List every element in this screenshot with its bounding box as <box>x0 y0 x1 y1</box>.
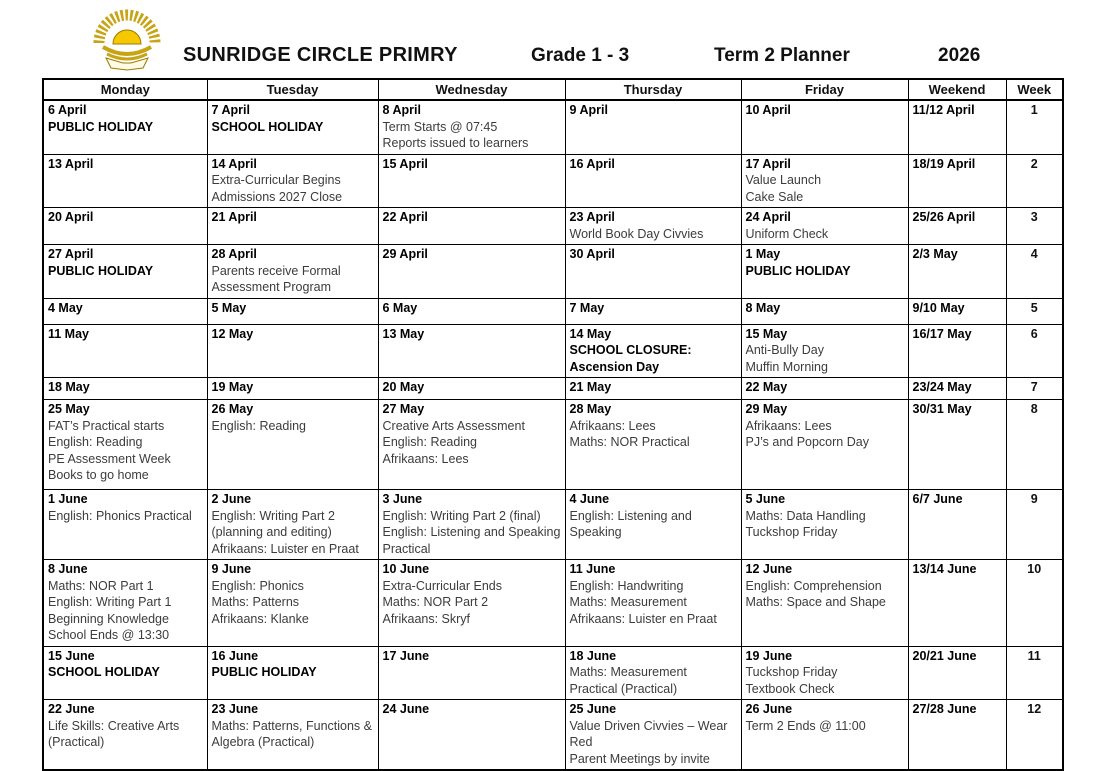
week-row <box>43 298 1063 324</box>
event-line: Textbook Check <box>745 681 835 696</box>
school-crest-logo <box>90 3 164 73</box>
weekend-cell <box>908 700 1006 771</box>
week-number-cell: 6 <box>1006 324 1063 378</box>
week-number-cell: 1 <box>1006 100 1063 154</box>
event-line: English: Writing Part 1 <box>48 595 172 609</box>
date-label: 22 June <box>48 702 95 716</box>
weekend-date-label: 9/10 May <box>912 300 965 315</box>
column-header-tuesday: Tuesday <box>207 79 378 100</box>
event-line: Tuckshop Friday <box>745 525 838 539</box>
event-line: PUBLIC HOLIDAY <box>48 263 154 278</box>
weekend-date-label: 20/21 June <box>912 648 977 663</box>
date-label: 12 May <box>211 326 254 341</box>
day-cell <box>741 646 908 700</box>
event-line: English: Handwriting <box>569 578 684 593</box>
column-header-thursday: Thursday <box>565 79 741 100</box>
event-line: English: Writing Part 2 (final) <box>382 508 541 523</box>
event-line: Maths: NOR Part 1 <box>48 578 154 593</box>
event-line: Reports issued to learners <box>382 136 529 150</box>
date-label: 5 June <box>745 492 786 506</box>
week-row <box>43 560 1063 647</box>
event-line: Maths: Data Handling <box>745 508 866 523</box>
week-row <box>43 646 1063 700</box>
day-cell <box>741 154 908 208</box>
day-cell <box>741 378 908 400</box>
weekend-cell <box>908 154 1006 208</box>
event-line: PJ’s and Popcorn Day <box>745 435 869 449</box>
day-cell <box>378 700 565 771</box>
event-line: Books to go home <box>48 468 149 482</box>
date-label: 25 June <box>569 702 617 716</box>
week-number-cell: 5 <box>1006 298 1063 324</box>
event-line: PE Assessment Week <box>48 451 171 466</box>
week-number-cell: 11 <box>1006 646 1063 700</box>
day-cell <box>43 646 207 700</box>
day-cell <box>565 324 741 378</box>
event-line: Ascension Day <box>569 359 660 374</box>
day-cell <box>565 646 741 700</box>
week-number-cell: 7 <box>1006 378 1063 400</box>
column-header-wednesday: Wednesday <box>378 79 565 100</box>
column-header-weekend: Weekend <box>908 79 1006 100</box>
event-line: Maths: Measurement Practical (Practical) <box>569 665 687 696</box>
date-label: 17 April <box>745 156 791 171</box>
date-label: 18 June <box>569 648 617 663</box>
weekend-cell <box>908 100 1006 154</box>
date-label: 12 June <box>745 562 793 576</box>
day-cell <box>565 400 741 490</box>
weekend-date-label: 30/31 May <box>912 402 972 416</box>
day-cell <box>43 245 207 299</box>
day-cell <box>207 700 378 771</box>
crest-wing-upper <box>103 47 151 54</box>
day-cell <box>378 298 565 324</box>
event-line: English: Phonics Practical <box>48 508 192 523</box>
week-number-cell: 9 <box>1006 490 1063 560</box>
date-label: 9 April <box>569 103 608 117</box>
day-cell <box>741 245 908 299</box>
event-line: Anti-Bully Day <box>745 343 824 357</box>
event-line: Uniform Check <box>745 226 829 241</box>
event-line: World Book Day Civvies <box>569 226 704 241</box>
date-label: 22 May <box>745 380 788 394</box>
date-label: 7 April <box>211 103 250 117</box>
school-name: SUNRIDGE CIRCLE PRIMRY <box>183 44 458 66</box>
day-cell <box>565 208 741 245</box>
date-label: 25 May <box>48 402 90 416</box>
event-line: FAT’s Practical starts <box>48 418 165 433</box>
week-row <box>43 154 1063 208</box>
event-line: English: Listening and Speaking Practical <box>382 525 561 556</box>
day-cell <box>741 700 908 771</box>
event-line: Value Launch <box>745 173 822 187</box>
event-line: Afrikaans: Klanke <box>211 611 309 626</box>
day-cell <box>378 245 565 299</box>
date-label: 6 April <box>48 103 87 117</box>
weekend-cell <box>908 646 1006 700</box>
date-label: 4 June <box>569 492 610 506</box>
event-line: SCHOOL HOLIDAY <box>211 119 324 134</box>
term-planner-table <box>42 78 1064 771</box>
event-line: Afrikaans: Luister en Praat <box>569 611 717 626</box>
event-line: Maths: Measurement <box>569 595 687 609</box>
day-cell <box>207 208 378 245</box>
day-cell <box>207 154 378 208</box>
day-cell <box>43 378 207 400</box>
date-label: 21 May <box>569 380 612 394</box>
day-cell <box>207 400 378 490</box>
crest-sun-icon <box>113 30 141 44</box>
day-cell <box>207 324 378 378</box>
date-label: 10 June <box>382 562 430 576</box>
date-label: 1 June <box>48 492 88 506</box>
event-line: Creative Arts Assessment <box>382 418 525 433</box>
day-cell <box>43 298 207 324</box>
event-line: Afrikaans: Lees <box>569 418 656 433</box>
weekend-cell <box>908 400 1006 490</box>
date-label: 14 May <box>569 326 612 341</box>
event-line: Maths: Patterns <box>211 595 300 609</box>
day-cell <box>565 100 741 154</box>
event-line: PUBLIC HOLIDAY <box>211 665 317 679</box>
date-label: 28 May <box>569 402 612 416</box>
event-line: Maths: NOR Practical <box>569 435 690 449</box>
planner-year: 2026 <box>938 45 981 66</box>
event-line: Term 2 Ends @ 11:00 <box>745 718 866 733</box>
day-cell <box>378 208 565 245</box>
date-label: 3 June <box>382 492 423 506</box>
event-line: SCHOOL HOLIDAY <box>48 665 160 679</box>
event-line: English: Reading <box>48 435 143 449</box>
weekend-cell <box>908 560 1006 647</box>
week-row <box>43 324 1063 378</box>
event-line: Afrikaans: Lees <box>745 418 832 433</box>
date-label: 24 June <box>382 702 430 716</box>
day-cell <box>741 100 908 154</box>
day-cell <box>565 700 741 771</box>
event-line: Extra-Curricular Ends <box>382 578 502 593</box>
week-row <box>43 400 1063 490</box>
date-label: 11 June <box>569 562 616 576</box>
weekend-date-label: 2/3 May <box>912 247 958 261</box>
weekend-cell <box>908 298 1006 324</box>
date-label: 26 May <box>211 402 254 416</box>
event-line: English: Writing Part 2 (planning and editing) <box>211 508 335 539</box>
week-row <box>43 245 1063 299</box>
event-line: Afrikaans: Lees <box>382 451 469 466</box>
event-line: School Ends @ 13:30 <box>48 628 170 642</box>
date-label: 17 June <box>382 648 430 663</box>
date-label: 7 May <box>569 300 605 315</box>
event-line: Parent Meetings by invite <box>569 751 710 766</box>
date-label: 15 June <box>48 648 95 663</box>
day-cell <box>378 646 565 700</box>
event-line: Muffin Morning <box>745 359 828 374</box>
event-line: SCHOOL CLOSURE: <box>569 343 692 357</box>
weekend-cell <box>908 378 1006 400</box>
column-header-week: Week <box>1006 79 1063 100</box>
day-cell <box>741 560 908 647</box>
date-label: 23 June <box>211 702 259 716</box>
day-cell <box>378 154 565 208</box>
weekend-date-label: 23/24 May <box>912 380 972 394</box>
event-line: Parents receive Formal Assessment Program <box>211 263 341 294</box>
day-cell <box>565 245 741 299</box>
day-cell <box>378 378 565 400</box>
day-cell <box>378 560 565 647</box>
day-cell <box>43 324 207 378</box>
day-cell <box>378 490 565 560</box>
weekend-date-label: 16/17 May <box>912 326 972 341</box>
day-cell <box>207 490 378 560</box>
date-label: 13 May <box>382 326 425 341</box>
date-label: 27 May <box>382 402 425 416</box>
date-label: 22 April <box>382 210 428 224</box>
planner-title: Term 2 Planner <box>714 45 850 66</box>
event-line: English: Listening and Speaking <box>569 508 692 539</box>
date-label: 8 May <box>745 300 781 315</box>
date-label: 15 April <box>382 156 428 171</box>
day-cell <box>43 560 207 647</box>
date-label: 27 April <box>48 247 94 261</box>
date-label: 28 April <box>211 247 257 261</box>
week-row <box>43 490 1063 560</box>
date-label: 8 April <box>382 103 421 117</box>
event-line: Afrikaans: Luister en Praat <box>211 541 359 556</box>
weekend-cell <box>908 208 1006 245</box>
date-label: 21 April <box>211 210 257 224</box>
week-number-cell: 3 <box>1006 208 1063 245</box>
date-label: 10 April <box>745 103 791 117</box>
event-line: English: Phonics <box>211 578 304 593</box>
day-cell <box>565 378 741 400</box>
event-line: Maths: Space and Shape <box>745 595 886 609</box>
day-cell <box>43 490 207 560</box>
day-cell <box>207 378 378 400</box>
date-label: 11 May <box>48 326 90 341</box>
date-label: 8 June <box>48 562 88 576</box>
week-row <box>43 700 1063 771</box>
day-cell <box>43 700 207 771</box>
day-cell <box>565 490 741 560</box>
header-row <box>43 79 1063 100</box>
weekend-date-label: 6/7 June <box>912 492 963 506</box>
event-line: Maths: Patterns, Functions & Algebra (Practical) <box>211 718 372 749</box>
event-line: Beginning Knowledge <box>48 611 169 626</box>
day-cell <box>207 646 378 700</box>
date-label: 30 April <box>569 247 615 261</box>
day-cell <box>741 298 908 324</box>
day-cell <box>207 245 378 299</box>
weekend-cell <box>908 245 1006 299</box>
day-cell <box>43 154 207 208</box>
planner-body <box>43 100 1063 770</box>
event-line: Life Skills: Creative Arts (Practical) <box>48 718 180 749</box>
date-label: 14 April <box>211 156 257 171</box>
date-label: 15 May <box>745 326 788 341</box>
date-label: 19 June <box>745 648 793 663</box>
date-label: 6 May <box>382 300 418 315</box>
date-label: 5 May <box>211 300 247 315</box>
column-header-friday: Friday <box>741 79 908 100</box>
date-label: 18 May <box>48 380 90 394</box>
event-line: Maths: NOR Part 2 <box>382 595 489 609</box>
date-label: 20 May <box>382 380 425 394</box>
event-line: Tuckshop Friday <box>745 665 838 679</box>
day-cell <box>565 560 741 647</box>
day-cell <box>378 324 565 378</box>
event-line: PUBLIC HOLIDAY <box>745 263 851 278</box>
date-label: 4 May <box>48 300 83 315</box>
week-number-cell: 4 <box>1006 245 1063 299</box>
week-number-cell: 10 <box>1006 560 1063 647</box>
week-row <box>43 100 1063 154</box>
day-cell <box>565 154 741 208</box>
day-cell <box>565 298 741 324</box>
column-header-monday: Monday <box>43 79 207 100</box>
date-label: 13 April <box>48 156 94 171</box>
weekend-date-label: 25/26 April <box>912 210 976 224</box>
date-label: 23 April <box>569 210 615 224</box>
event-line: Admissions 2027 Close <box>211 189 343 204</box>
date-label: 16 April <box>569 156 615 171</box>
date-label: 19 May <box>211 380 254 394</box>
date-label: 24 April <box>745 210 791 224</box>
date-label: 9 June <box>211 562 252 576</box>
date-label: 2 June <box>211 492 252 506</box>
event-line: Cake Sale <box>745 189 804 204</box>
event-line: Extra-Curricular Begins <box>211 173 341 187</box>
grade-range: Grade 1 - 3 <box>531 45 630 66</box>
weekend-cell <box>908 324 1006 378</box>
day-cell <box>378 400 565 490</box>
event-line: PUBLIC HOLIDAY <box>48 119 154 134</box>
weekend-date-label: 11/12 April <box>912 103 975 117</box>
day-cell <box>207 298 378 324</box>
date-label: 20 April <box>48 210 94 224</box>
week-row <box>43 208 1063 245</box>
weekend-date-label: 27/28 June <box>912 702 977 716</box>
day-cell <box>43 100 207 154</box>
day-cell <box>43 208 207 245</box>
date-label: 29 April <box>382 247 428 261</box>
event-line: English: Reading <box>382 435 478 449</box>
day-cell <box>207 560 378 647</box>
date-label: 16 June <box>211 648 259 663</box>
event-line: Value Driven Civvies – Wear Red <box>569 718 728 749</box>
date-label: 1 May <box>745 247 781 261</box>
week-number-cell: 2 <box>1006 154 1063 208</box>
week-number-cell: 8 <box>1006 400 1063 490</box>
weekend-date-label: 18/19 April <box>912 156 976 171</box>
weekend-cell <box>908 490 1006 560</box>
day-cell <box>741 324 908 378</box>
event-line: Afrikaans: Skryf <box>382 611 471 626</box>
day-cell <box>741 490 908 560</box>
week-number-cell: 12 <box>1006 700 1063 771</box>
day-cell <box>378 100 565 154</box>
event-line: English: Reading <box>211 418 307 433</box>
event-line: English: Comprehension <box>745 578 882 593</box>
day-cell <box>207 100 378 154</box>
date-label: 29 May <box>745 402 788 416</box>
day-cell <box>741 400 908 490</box>
day-cell <box>43 400 207 490</box>
weekend-date-label: 13/14 June <box>912 562 977 576</box>
week-row <box>43 378 1063 400</box>
event-line: Term Starts @ 07:45 <box>382 119 498 134</box>
date-label: 26 June <box>745 702 793 716</box>
day-cell <box>741 208 908 245</box>
